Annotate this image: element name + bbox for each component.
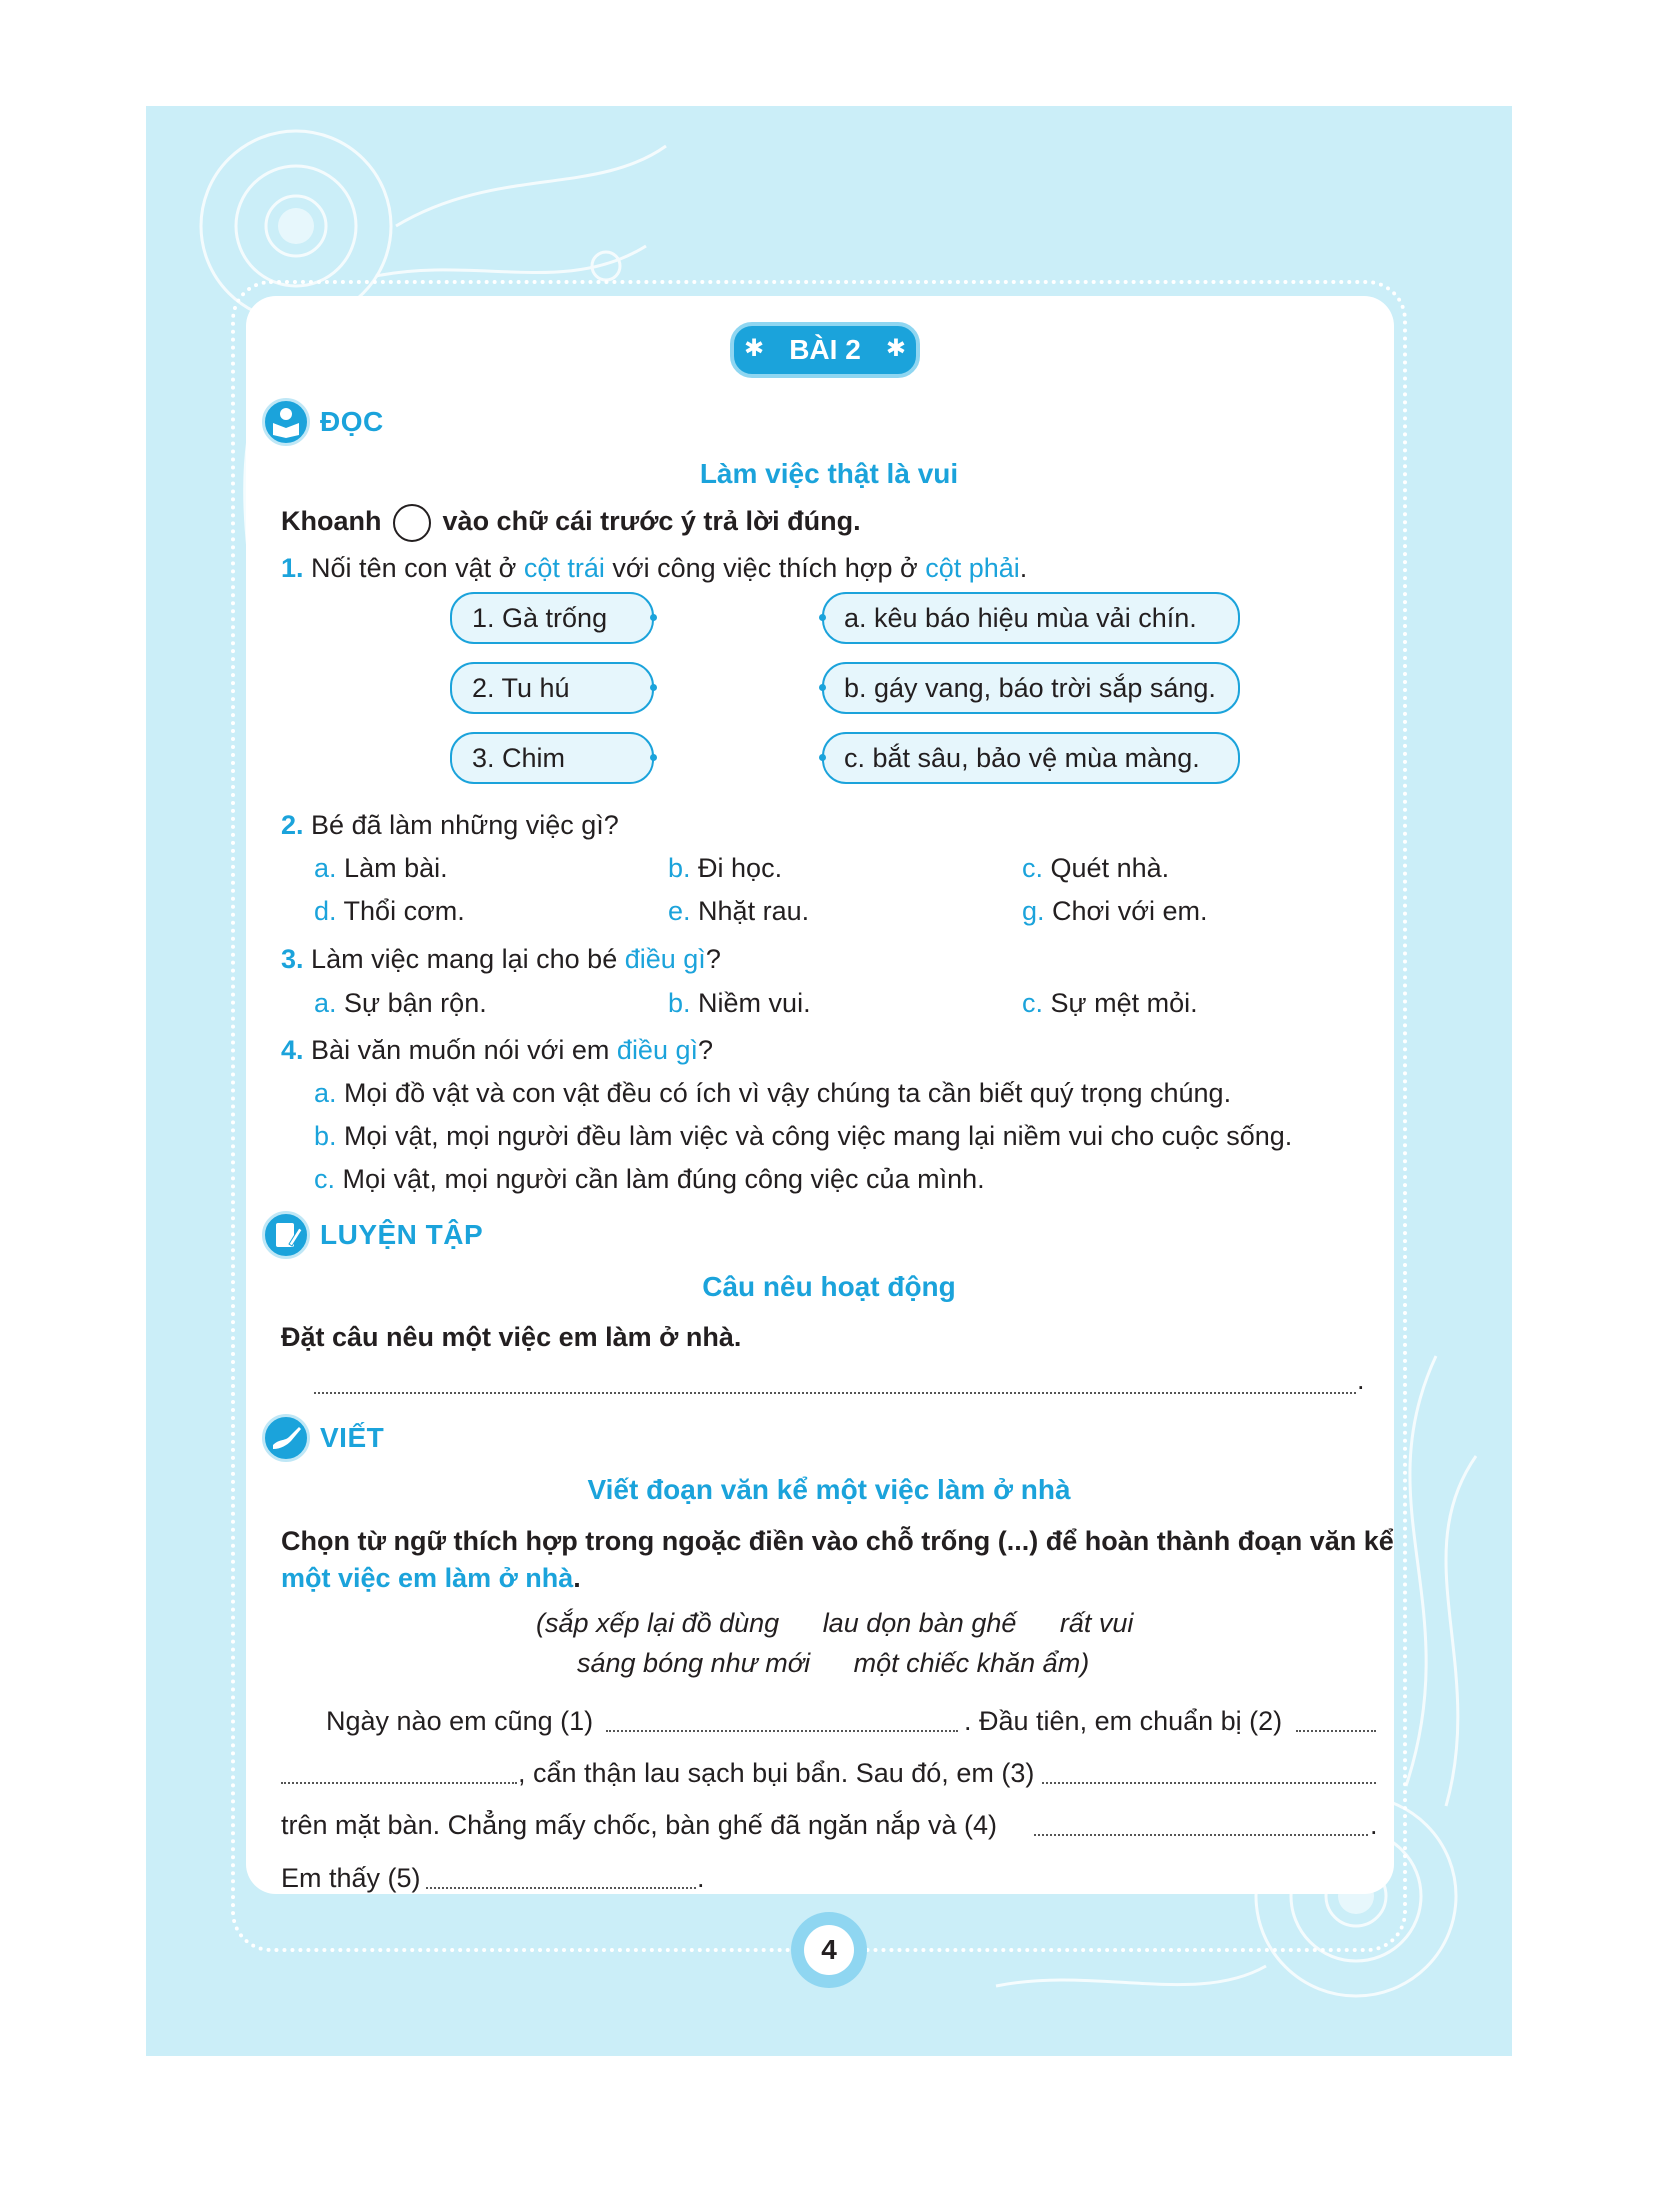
word-option: sáng bóng như mới xyxy=(577,1648,811,1678)
badge-star-left-icon: ✱ xyxy=(744,335,765,362)
page-number-inner xyxy=(804,1925,854,1975)
option-item[interactable]: c. Sự mệt mỏi. xyxy=(1022,988,1198,1018)
blank-1[interactable] xyxy=(606,1730,958,1732)
paragraph-line3-end: . xyxy=(1370,1810,1378,1840)
option-item[interactable]: c. Quét nhà. xyxy=(1022,853,1170,883)
match-left-item[interactable]: 1. Gà trống xyxy=(450,592,654,644)
match-left-item[interactable]: 2. Tu hú xyxy=(450,662,654,714)
practice-notebook-icon xyxy=(262,1211,310,1259)
writing-title: Viết đoạn văn kể một việc làm ở nhà xyxy=(587,1474,1071,1505)
match-right-point xyxy=(819,614,826,621)
option-item[interactable]: g. Chơi với em. xyxy=(1022,896,1208,926)
word-option: lau dọn bàn ghế xyxy=(822,1608,1017,1638)
match-left-point xyxy=(650,754,657,761)
word-option: (sắp xếp lại đồ dùng xyxy=(536,1608,780,1638)
option-item[interactable]: b. Niềm vui. xyxy=(668,988,811,1018)
answer-line-end: . xyxy=(1357,1365,1365,1395)
question-3: 3. Làm việc mang lại cho bé điều gì? xyxy=(281,944,721,974)
match-left-point xyxy=(650,614,657,621)
reading-title: Làm việc thật là vui xyxy=(699,458,959,489)
writing-instruction-line1: Chọn từ ngữ thích hợp trong ngoặc điền vào chỗ trống (...) để hoàn thành đoạn văn kể xyxy=(281,1526,1394,1556)
blank-3[interactable] xyxy=(1042,1782,1376,1784)
option-item[interactable]: d. Thổi cơm. xyxy=(314,896,465,926)
section-reading: ĐỌC xyxy=(320,406,384,437)
option-item[interactable]: b. Mọi vật, mọi người đều làm việc và công việc mang lại niềm vui cho cuộc sống. xyxy=(314,1121,1293,1151)
option-item[interactable]: b. Đi học. xyxy=(668,853,783,883)
section-writing: VIẾT xyxy=(320,1422,385,1453)
circle-icon xyxy=(393,504,431,542)
paragraph-line1-b: . Đầu tiên, em chuẩn bị (2) xyxy=(964,1706,1283,1736)
option-item[interactable]: e. Nhặt rau. xyxy=(668,896,810,926)
answer-line[interactable] xyxy=(314,1392,1356,1394)
paragraph-line4-end: . xyxy=(697,1863,705,1893)
option-item[interactable]: a. Sự bận rộn. xyxy=(314,988,487,1018)
reading-instruction: Khoanh vào chữ cái trước ý trả lời đúng. xyxy=(281,504,861,542)
lesson-badge xyxy=(730,322,920,378)
word-bank-line2 xyxy=(577,1648,1089,1679)
practice-title: Câu nêu hoạt động xyxy=(702,1271,956,1302)
option-item[interactable]: c. Mọi vật, mọi người cần làm đúng công việc của mình. xyxy=(314,1164,985,1194)
question-4: 4. Bài văn muốn nói với em điều gì? xyxy=(281,1035,714,1065)
blank-2-cont[interactable] xyxy=(281,1782,517,1784)
paragraph-line3: trên mặt bàn. Chẳng mấy chốc, bàn ghế đã ngăn nắp và (4) xyxy=(281,1810,997,1840)
word-option: một chiếc khăn ẩm) xyxy=(853,1648,1090,1678)
blank-4[interactable] xyxy=(1034,1834,1368,1836)
writing-instruction-line2: một việc em làm ở nhà. xyxy=(281,1563,581,1593)
paragraph-line2: , cẩn thận lau sạch bụi bẩn. Sau đó, em (3) xyxy=(518,1758,1035,1788)
blank-5[interactable] xyxy=(426,1887,696,1889)
paragraph-line4: Em thấy (5) xyxy=(281,1863,421,1893)
match-right-item[interactable]: c. bắt sâu, bảo vệ mùa màng. xyxy=(822,732,1240,784)
paragraph-line1-a: Ngày nào em cũng (1) xyxy=(326,1706,594,1736)
match-right-point xyxy=(819,754,826,761)
reading-book-icon xyxy=(262,398,310,446)
word-option: rất vui xyxy=(1059,1608,1134,1638)
practice-instruction: Đặt câu nêu một việc em làm ở nhà. xyxy=(281,1322,742,1352)
section-practice: LUYỆN TẬP xyxy=(320,1219,484,1250)
match-right-point xyxy=(819,684,826,691)
lesson-badge-label: BÀI 2 xyxy=(789,334,861,365)
option-item[interactable]: a. Mọi đồ vật và con vật đều có ích vì vậy chúng ta cần biết quý trọng chúng. xyxy=(314,1078,1232,1108)
writing-hand-icon xyxy=(262,1414,310,1462)
badge-star-right-icon: ✱ xyxy=(885,335,906,362)
match-right-item[interactable]: b. gáy vang, báo trời sắp sáng. xyxy=(822,662,1240,714)
page-number: 4 xyxy=(821,1934,837,1965)
blank-2[interactable] xyxy=(1296,1730,1376,1732)
question-2: 2. Bé đã làm những việc gì? xyxy=(281,810,619,840)
page-number-badge xyxy=(791,1912,867,1988)
match-right-item[interactable]: a. kêu báo hiệu mùa vải chín. xyxy=(822,592,1240,644)
word-bank-line1 xyxy=(536,1608,1133,1639)
question-1: 1. Nối tên con vật ở cột trái với công việc thích hợp ở cột phải. xyxy=(281,553,1028,583)
option-item[interactable]: a. Làm bài. xyxy=(314,853,448,883)
match-left-point xyxy=(650,684,657,691)
match-left-item[interactable]: 3. Chim xyxy=(450,732,654,784)
